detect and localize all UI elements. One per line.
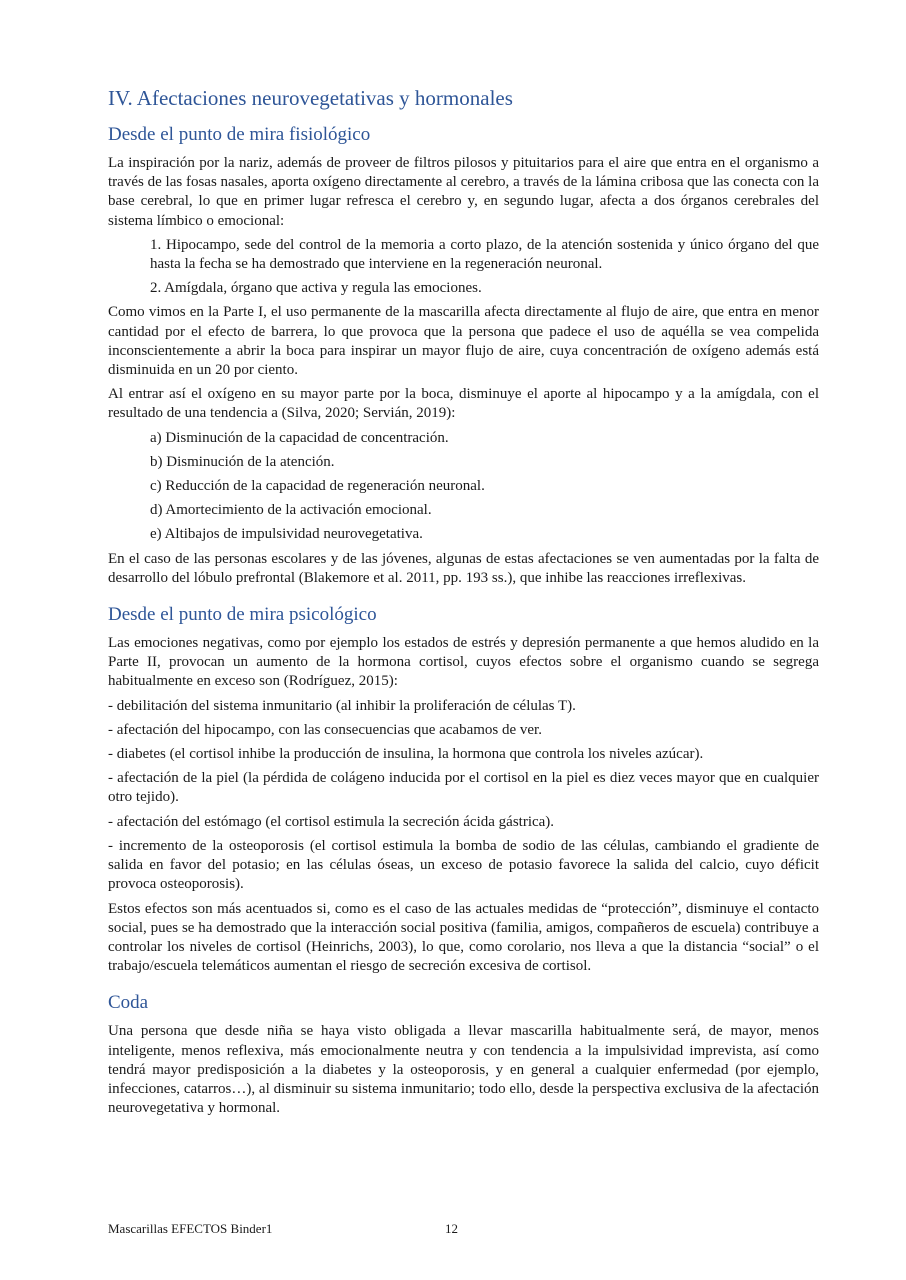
list-item: - afectación del estómago (el cortisol estimula la secreción ácida gástrica).	[108, 813, 555, 830]
list-item: d) Amortecimiento de la activación emocional.	[150, 502, 432, 519]
paragraph: La inspiración por la nariz, además de proveer de filtros pilosos y pituitarios para el aire que entra en el organismo a través de las fosas nasales, aporta oxígeno directamente al cerebro, a través de la lámina cribosa que las conecta con la base cerebral, lo que en primer lugar refresca el cerebro y, en segundo lugar, afecta a dos órganos cerebrales del sistema límbico o emocional:	[108, 155, 819, 229]
list-item: - debilitación del sistema inmunitario (al inhibir la proliferación de células T).	[108, 697, 576, 714]
section-title-psychological: Desde el punto de mira psicológico	[108, 604, 377, 626]
page-number: 12	[445, 1221, 458, 1236]
list-item: - afectación de la piel (la pérdida de colágeno inducida por el cortisol en la piel es diez veces mayor que en cualquier otro tejido).	[108, 770, 819, 806]
list-item: c) Reducción de la capacidad de regeneración neuronal.	[150, 478, 485, 495]
list-item: e) Altibajos de impulsividad neurovegetativa.	[150, 526, 423, 543]
chapter-heading: IV. Afectaciones neurovegetativas y hormonales	[108, 86, 513, 110]
section-title-coda: Coda	[108, 992, 149, 1014]
paragraph: En el caso de las personas escolares y de las jóvenes, algunas de estas afectaciones se ven aumentadas por la falta de desarrollo del lóbulo prefrontal (Blakemore et al. 2011, pp. 193 ss.), que inhibe las reacciones irreflexivas.	[108, 550, 819, 586]
list-item: 1. Hipocampo, sede del control de la memoria a corto plazo, de la atención sostenida y único órgano del que hasta la fecha se ha demostrado que interviene en la regeneración neuronal.	[150, 236, 819, 273]
paragraph: Estos efectos son más acentuados si, como es el caso de las actuales medidas de “protección”, disminuye el contacto social, pues se ha demostrado que la interacción social positiva (familia, amigos, compañeros de escuela) contribuye a controlar los niveles de cortisol (Heinrichs, 2003), lo que, como corolario, nos lleva a que la distancia “social” o el trabajo/escuela telemáticos aumentan el riesgo de secreción excesiva de cortisol.	[108, 900, 819, 975]
paragraph: Una persona que desde niña se haya visto obligada a llevar mascarilla habitualmente será, de mayor, menos inteligente, menos reflexiva, más emocionalmente neutra y con tendencia a la impulsividad imprevista, así como tendrá mayor predisposición a la diabetes y la osteoporosis, y en general a cualquier enfermedad (por ejemplo, infecciones, catarros…), al disminuir su sistema inmunitario; todo ello, desde la perspectiva exclusiva de la afectación neurovegetativa y hormonal.	[108, 1023, 819, 1117]
paragraph: Las emociones negativas, como por ejemplo los estados de estrés y depresión permanente a que hemos aludido en la Parte II, provocan un aumento de la hormona cortisol, cuyos efectos sobre el organismo cuando se segrega habitualmente en exceso son (Rodríguez, 2015):	[108, 635, 819, 690]
paragraph: Como vimos en la Parte I, el uso permanente de la mascarilla afecta directamente al flujo de aire, que entra en menor cantidad por el efecto de barrera, lo que provoca que la persona que padece el uso de aquélla se vea compelida inconscientemente a abrir la boca para inspirar un mayor flujo de aire, cuya concentración de oxígeno además está disminuida en un 20 por ciento.	[108, 304, 819, 379]
list-item: - afectación del hipocampo, con las consecuencias que acabamos de ver.	[108, 721, 542, 738]
list-item: - diabetes (el cortisol inhibe la producción de insulina, la hormona que controla los niveles azúcar).	[108, 746, 704, 763]
section-title-physiological: Desde el punto de mira fisiológico	[108, 124, 371, 145]
list-item: - incremento de la osteoporosis (el cortisol estimula la bomba de sodio de las células, cambiando el gradiente de salida en favor del potasio; en las células óseas, un exceso de potasio favorece la salida del calcio, cuyo déficit provoca osteoporosis).	[108, 837, 819, 893]
list-item: a) Disminución de la capacidad de concentración.	[150, 429, 449, 446]
footer-document-title: Mascarillas EFECTOS Binder1	[108, 1221, 273, 1236]
paragraph: Al entrar así el oxígeno en su mayor parte por la boca, disminuye el aporte al hipocampo y a la amígdala, con el resultado de una tendencia a (Silva, 2020; Servián, 2019):	[108, 386, 819, 422]
document-page	[108, 84, 819, 1123]
page-footer	[108, 1221, 819, 1239]
list-item: 2. Amígdala, órgano que activa y regula las emociones.	[150, 280, 482, 297]
list-item: b) Disminución de la atención.	[150, 453, 335, 470]
